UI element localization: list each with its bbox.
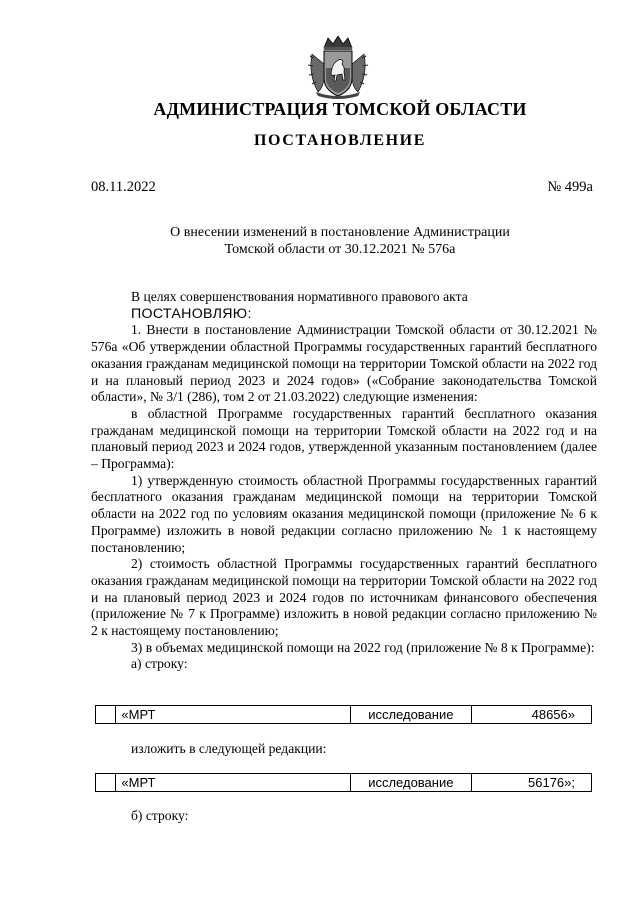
table-row [96, 706, 592, 724]
document-body [91, 289, 597, 673]
new-row-table [95, 773, 592, 792]
replace-instruction: изложить в следующей редакции: [131, 741, 327, 756]
table-cell: 48656» [471, 706, 591, 724]
document-number: № 499а [547, 179, 593, 195]
table-cell [96, 706, 116, 724]
resolve-heading: ПОСТАНОВЛЯЮ: [131, 305, 252, 322]
preamble-text: В целях совершенствования нормативного правового акта [131, 289, 468, 304]
paragraph: в областной Программе государственных гарантий бесплатного оказания гражданам медицинской помощи на территории Томской области на 2022 год и на плановый период 2023 и 2024 годов, утвержденной указанным постановлением (далее – Программа): [91, 405, 597, 472]
item-a-label: а) строку: [131, 656, 188, 672]
subject-line: Томской области от 30.12.2021 № 576а [224, 242, 456, 257]
table-cell: исследование [351, 774, 471, 792]
table-cell: исследование [351, 706, 471, 724]
table-cell: «МРТ [116, 706, 351, 724]
document-type-title: ПОСТАНОВЛЕНИЕ [254, 132, 426, 149]
paragraph: 3) в объемах медицинской помощи на 2022 год (приложение № 8 к Программе): [131, 639, 595, 655]
paragraph: 2) стоимость областной Программы государственных гарантий бесплатного оказания гражданам медицинской помощи на территории Томской области на 2022 год и на плановый период 2023 и 2024 годов по источникам финансового обеспечения (приложение № 7 к Программе) изложить в новой редакции согласно приложению № 2 к настоящему постановлению; [91, 556, 597, 639]
tomsk-coat-of-arms-icon [304, 34, 372, 100]
old-row-table [95, 705, 592, 724]
table-row [96, 774, 592, 792]
item-b-label: б) строку: [131, 808, 189, 823]
document-date: 08.11.2022 [91, 179, 156, 195]
table-cell [96, 774, 116, 792]
paragraph: 1) утвержденную стоимость областной Программы государственных гарантий бесплатного оказания гражданам медицинской помощи на территории Томской области на 2022 год по условиям оказания медицинской помощи (приложение № 6 к Программе) изложить в новой редакции согласно приложению № 1 к настоящему постановлению; [91, 472, 597, 555]
paragraph: 1. Внести в постановление Администрации Томской области от 30.12.2021 № 576а «Об утверждении областной Программы государственных гарантий бесплатного оказания гражданам медицинской помощи на территории Томской области на 2022 год и на плановый период 2023 и 2024 годов» («Собрание законодательства Томской области», № 3/1 (286), том 2 от 21.03.2022) следующие изменения: [91, 322, 597, 405]
organization-title: АДМИНИСТРАЦИЯ ТОМСКОЙ ОБЛАСТИ [153, 99, 527, 119]
table-cell: «МРТ [116, 774, 351, 792]
table-cell: 56176»; [471, 774, 591, 792]
subject-line: О внесении изменений в постановление Администрации [170, 225, 510, 240]
document-subject [160, 224, 520, 258]
